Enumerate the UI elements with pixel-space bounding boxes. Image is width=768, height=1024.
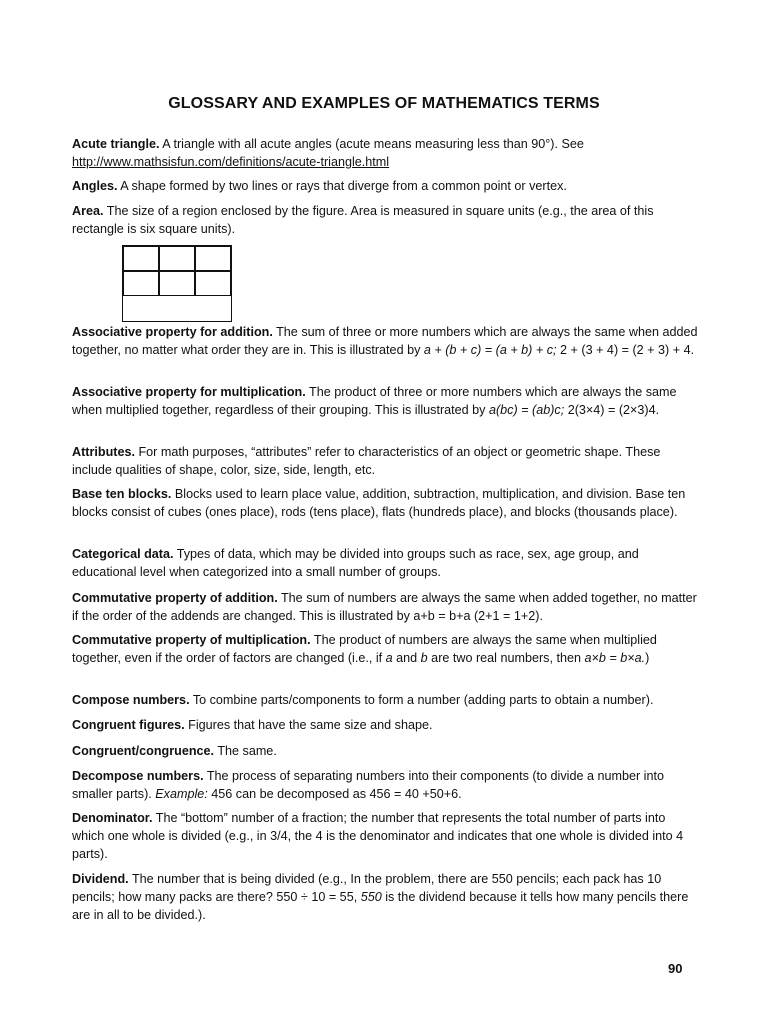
grid-cell [159, 246, 195, 271]
definition: The “bottom” number of a fraction; the number that represents the total number of parts into which one whole is divided (e.g., in 3/4, the 4 is the denominator and indicates that one whole is divided into 4 parts). [72, 811, 684, 861]
emphasis: 550 [360, 890, 382, 904]
entry-acute-triangle [72, 135, 700, 171]
grid-cell [123, 246, 159, 271]
reference-link[interactable]: http://www.mathsisfun.com/definitions/acute-triangle.html [72, 155, 390, 169]
formula: a(bc) = (ab)c; [488, 403, 565, 417]
entry-associative-addition [72, 323, 700, 359]
definition: A shape formed by two lines or rays that diverge from a common point or vertex. [117, 179, 567, 193]
definition: The number that is being divided (e.g., In the problem, there are 550 pencils; each pack has 10 pencils; how many packs are there? 550 ÷ 10 = 55, [72, 872, 662, 904]
entry-commutative-multiplication [72, 631, 700, 667]
variable-a: a [385, 651, 393, 665]
entry-dividend [72, 870, 700, 924]
area-grid-figure [122, 245, 232, 322]
term: Base ten blocks. [72, 487, 172, 501]
term: Dividend. [72, 872, 129, 886]
entry-attributes [72, 443, 700, 479]
definition: The product of numbers are always the same when multiplied together, even if the order of factors are changed (i.e., if [72, 633, 657, 665]
entry-decompose-numbers [72, 767, 700, 803]
formula: a + (b + c) = (a + b) + c; [423, 343, 557, 357]
term: Acute triangle. [72, 137, 160, 151]
term: Area. [72, 204, 104, 218]
variable-b: b [420, 651, 428, 665]
term: Associative property for addition. [72, 325, 273, 339]
term: Congruent figures. [72, 718, 185, 732]
definition: A triangle with all acute angles (acute means measuring less than 90°). See [159, 137, 584, 151]
definition-continued: 2(3×4) = (2×3)4. [564, 403, 660, 417]
term: Associative property for multiplication. [72, 385, 306, 399]
entry-associative-multiplication [72, 383, 700, 419]
entry-area [72, 202, 700, 238]
definition: Blocks used to learn place value, addition, subtraction, multiplication, and division. Base ten blocks consist of cubes (ones place), rods (tens place), flats (hundreds place), and blocks (thousands place). [72, 487, 686, 519]
definition: The sum of three or more numbers which are always the same when added together, no matter what order they are in. This is illustrated by [72, 325, 698, 357]
definition-continued: is the dividend because it tells how many pencils there are in all to be divided.). [72, 890, 689, 922]
term: Decompose numbers. [72, 769, 204, 783]
definition: The process of separating numbers into their components (to divide a number into smaller parts). [72, 769, 664, 801]
term: Congruent/congruence. [72, 744, 215, 758]
entry-base-ten-blocks [72, 485, 700, 521]
term: Attributes. [72, 445, 135, 459]
entry-congruence [72, 742, 700, 760]
definition: The product of three or more numbers which are always the same when multiplied together, regardless of their grouping. This is illustrated by [72, 385, 677, 417]
grid-cell [195, 246, 231, 271]
definition-continued: 2 + (3 + 4) = (2 + 3) + 4. [556, 343, 695, 357]
example-label: Example: [155, 787, 208, 801]
conjunction: and [392, 651, 421, 665]
definition: To combine parts/components to form a number (adding parts to obtain a number). [189, 693, 654, 707]
term: Commutative property of addition. [72, 591, 278, 605]
entry-angles [72, 177, 700, 195]
closing: ) [645, 651, 650, 665]
definition: The same. [214, 744, 277, 758]
page-title: GLOSSARY AND EXAMPLES OF MATHEMATICS TERMS [168, 95, 600, 112]
definition-continued: are two real numbers, then [427, 651, 585, 665]
term: Categorical data. [72, 547, 174, 561]
definition-continued: 456 can be decomposed as 456 = 40 +50+6. [207, 787, 462, 801]
definition: The size of a region enclosed by the figure. Area is measured in square units (e.g., the area of this rectangle is six square units). [72, 204, 654, 236]
page-number: 90 [668, 961, 683, 976]
definition: Figures that have the same size and shape. [184, 718, 433, 732]
formula: a×b = b×a. [584, 651, 646, 665]
definition: For math purposes, “attributes” refer to characteristics of an object or geometric shape. These include qualities of shape, color, size, side, length, etc. [72, 445, 661, 477]
entry-commutative-addition [72, 589, 700, 625]
entry-compose-numbers [72, 691, 700, 709]
definition: Types of data, which may be divided into groups such as race, sex, age group, and educational level when categorized into a small number of groups. [72, 547, 639, 579]
term: Angles. [72, 179, 118, 193]
entry-denominator [72, 809, 700, 863]
grid-cell [159, 271, 195, 296]
entry-categorical-data [72, 545, 700, 581]
term: Compose numbers. [72, 693, 190, 707]
grid-cell [195, 271, 231, 296]
term: Commutative property of multiplication. [72, 633, 311, 647]
entry-congruent-figures [72, 716, 700, 734]
term: Denominator. [72, 811, 153, 825]
grid-cell [123, 271, 159, 296]
definition: The sum of numbers are always the same when added together, no matter if the order of the addends are changed. This is illustrated by a+b = b+a (2+1 = 1+2). [72, 591, 697, 623]
